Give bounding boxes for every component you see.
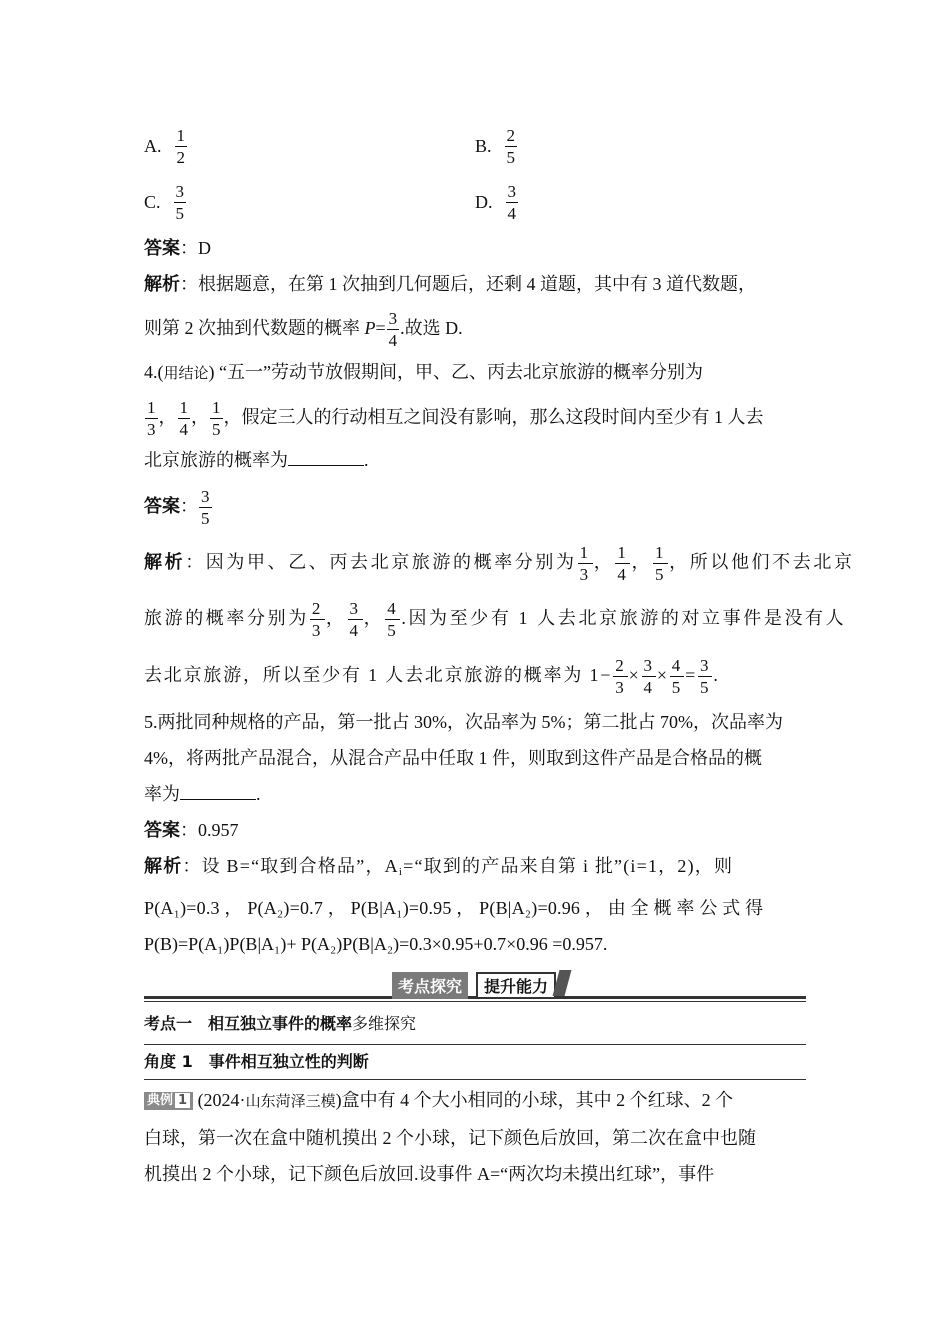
example-line2 (144, 1120, 806, 1156)
denominator: 4 (349, 621, 361, 641)
fraction (199, 488, 212, 527)
fraction (653, 544, 668, 583)
analysis-text: 去北京旅游，所以至少有 1 人去北京旅游的概率为 1− (144, 665, 613, 685)
denominator: 4 (388, 331, 398, 351)
denominator: 5 (175, 203, 185, 223)
denominator: 4 (617, 565, 629, 585)
fraction (615, 544, 630, 583)
separator: ， (593, 552, 615, 572)
section-banner (144, 970, 806, 1004)
option-label: A. (144, 135, 162, 156)
numerator: 3 (507, 181, 516, 201)
q4-answer (144, 478, 806, 534)
denominator: 3 (147, 420, 156, 440)
q3-answer (144, 230, 806, 266)
denominator: 5 (700, 678, 711, 698)
question-text: 率为 (144, 784, 180, 804)
q5-analysis-line2 (144, 890, 806, 926)
colon: ： (180, 496, 198, 516)
analysis-label: 解析 (144, 552, 186, 572)
analysis-text: =“取到的产品来自第 i 批”(i=1，2)，则 (403, 856, 734, 876)
numerator: 3 (388, 309, 398, 329)
analysis-text: ：因为甲、乙、丙去北京旅游的概率分别为 (185, 552, 577, 572)
fraction (178, 399, 191, 438)
example-text: 机摸出 2 个小球，记下颜色后放回.设事件 A=“两次均未摸出红球”，事件 (144, 1164, 715, 1184)
question-text: 4%，将两批产品混合，从混合产品中任取 1 件，则取到这件产品是合格品的概 (144, 748, 762, 768)
q5-stem-line3 (144, 776, 806, 812)
separator: ， (191, 407, 209, 427)
analysis-text: 旅游的概率分别为 (144, 608, 309, 628)
numerator: 3 (175, 181, 185, 201)
fraction (506, 183, 519, 222)
analysis-label: 解析 (144, 274, 180, 294)
denominator: 5 (201, 509, 210, 529)
document-page (144, 118, 855, 1192)
fraction (310, 600, 325, 639)
question-text: 北京旅游的概率为 (144, 450, 288, 470)
q5-analysis-line3 (144, 926, 806, 962)
fraction (145, 399, 158, 438)
numerator: 3 (643, 656, 654, 676)
answer-label: 答案 (144, 496, 180, 516)
denominator: 4 (179, 420, 188, 440)
separator: ， (631, 552, 653, 572)
fraction (387, 310, 400, 349)
option-a (144, 127, 475, 166)
question-text: ，假定三人的行动相互之间没有影响，那么这段时间内至少有 1 人去 (223, 407, 764, 427)
separator: ， (363, 608, 385, 628)
separator: ， (325, 608, 347, 628)
numerator: 1 (655, 543, 667, 563)
section-subtitle: 多维探究 (352, 1014, 417, 1033)
denominator: 4 (507, 203, 516, 223)
numerator: 1 (147, 398, 156, 418)
example-badge (144, 1092, 193, 1110)
numerator: 1 (212, 398, 221, 418)
variable: P (364, 318, 376, 338)
denominator: 5 (212, 420, 221, 440)
question-number: 4.( (144, 362, 164, 382)
fraction (642, 657, 656, 696)
denominator: 5 (655, 565, 667, 585)
numerator: 2 (615, 656, 626, 676)
banner-rule (144, 1001, 806, 1002)
numerator: 2 (506, 125, 516, 145)
option-c (144, 183, 475, 222)
analysis-text: P(B)=P(A₁)P(B|A₁)+ P(A₂)P(B|A₂)=0.3×0.95+0.7×0.96 =0.957. (144, 934, 608, 954)
q4-stem-line1 (144, 354, 806, 392)
numerator: 1 (617, 543, 629, 563)
times: × (628, 665, 641, 685)
options-row-2 (144, 174, 806, 230)
q5-analysis-line1 (144, 848, 806, 890)
denominator: 3 (311, 621, 323, 641)
times: × (656, 665, 669, 685)
equals: = (685, 665, 698, 685)
section-title: 考点一 相互独立事件的概率 (144, 1014, 353, 1033)
subscript: i (398, 866, 404, 878)
answer-blank[interactable] (180, 781, 256, 800)
question-tag: 用结论 (163, 366, 209, 382)
example-text: 白球，第一次在盒中随机摸出 2 个小球，记下颜色后放回，第二次在盒中也随 (144, 1128, 756, 1148)
answer-text: ：0.957 (180, 820, 239, 840)
q4-stem-line2 (144, 392, 806, 442)
numerator: 4 (387, 599, 399, 619)
example-line1 (144, 1082, 806, 1120)
numerator: 1 (176, 125, 185, 145)
analysis-label: 解析 (144, 856, 183, 876)
separator: ， (158, 407, 177, 427)
answer-text: ：D (180, 238, 211, 258)
section-heading (144, 1004, 806, 1045)
q5-stem-line1 (144, 704, 806, 740)
angle-heading (144, 1045, 806, 1080)
fraction (578, 544, 593, 583)
q3-analysis-line1 (144, 266, 806, 302)
example-text: )盒中有 4 个大小相同的小球，其中 2 个红球、2 个 (335, 1090, 734, 1110)
numerator: 4 (671, 656, 683, 676)
fraction (210, 399, 223, 438)
fraction (698, 657, 712, 696)
fraction (670, 657, 684, 696)
question-text: 5.两批同种规格的产品，第一批占 30%，次品率为 5%；第二批占 70%，次品率为 (144, 712, 783, 732)
period: . (364, 450, 369, 470)
analysis-text: ：根据题意，在第 1 次抽到几何题后，还剩 4 道题，其中有 3 道代数题， (180, 274, 756, 294)
angle-title: 角度 1 事件相互独立性的判断 (144, 1052, 369, 1071)
fraction (175, 127, 188, 166)
q5-stem-line2 (144, 740, 806, 776)
q3-analysis-line2 (144, 302, 806, 354)
fraction (348, 600, 363, 639)
option-label: C. (144, 191, 161, 212)
example-text: (2024· (193, 1090, 246, 1110)
analysis-text: ：设 B=“取到合格品”，A (182, 856, 399, 876)
numerator: 2 (311, 599, 323, 619)
denominator: 2 (176, 147, 185, 167)
answer-label: 答案 (144, 238, 180, 258)
denominator: 3 (579, 565, 591, 585)
option-label: B. (475, 135, 492, 156)
denominator: 3 (615, 678, 626, 698)
banner-rule (144, 996, 806, 999)
q4-stem-line3 (144, 442, 806, 478)
analysis-text: .故选 D. (400, 318, 463, 338)
fraction (505, 127, 518, 166)
option-b (475, 127, 806, 166)
analysis-text: .因为至少有 1 人去北京旅游的对立事件是没有人 (401, 608, 847, 628)
denominator: 5 (506, 147, 516, 167)
numerator: 1 (179, 398, 188, 418)
fraction (613, 657, 627, 696)
analysis-text: 则第 2 次抽到代数题的概率 (144, 318, 365, 338)
period: . (256, 784, 261, 804)
equals: = (375, 318, 386, 338)
q4-analysis-line2 (144, 590, 847, 646)
option-label: D. (475, 191, 493, 212)
analysis-text: ，所以他们不去北京 (669, 552, 855, 572)
q5-answer (144, 812, 806, 848)
numerator: 3 (700, 656, 711, 676)
denominator: 5 (671, 678, 683, 698)
answer-label: 答案 (144, 820, 180, 840)
numerator: 3 (201, 487, 210, 507)
answer-blank[interactable] (288, 447, 364, 466)
banner-tag-improve: 提升能力 (476, 972, 556, 999)
q4-analysis-line1 (144, 534, 855, 590)
denominator: 4 (643, 678, 654, 698)
analysis-text: P(A₁)=0.3 ， P(A₂)=0.7 ， P(B|A₁)=0.95 ， P(B|A₂)=0.96 ， 由 全 概 率 公 式 得 (144, 898, 764, 918)
options-row-1 (144, 118, 806, 174)
badge-number: 1 (175, 1093, 190, 1108)
question-text: ) “五一”劳动节放假期间，甲、乙、丙去北京旅游的概率分别为 (208, 362, 703, 382)
example-line3 (144, 1156, 806, 1192)
denominator: 5 (387, 621, 399, 641)
fraction (385, 600, 400, 639)
fraction (174, 183, 187, 222)
numerator: 3 (349, 599, 361, 619)
period: . (713, 665, 720, 685)
banner-tag-explore: 考点探究 (392, 972, 468, 999)
option-d (475, 183, 806, 222)
example-source: 山东菏泽三模 (245, 1094, 336, 1110)
q4-analysis-line3 (144, 646, 806, 704)
badge-label: 典例 (147, 1093, 174, 1108)
numerator: 1 (579, 543, 591, 563)
